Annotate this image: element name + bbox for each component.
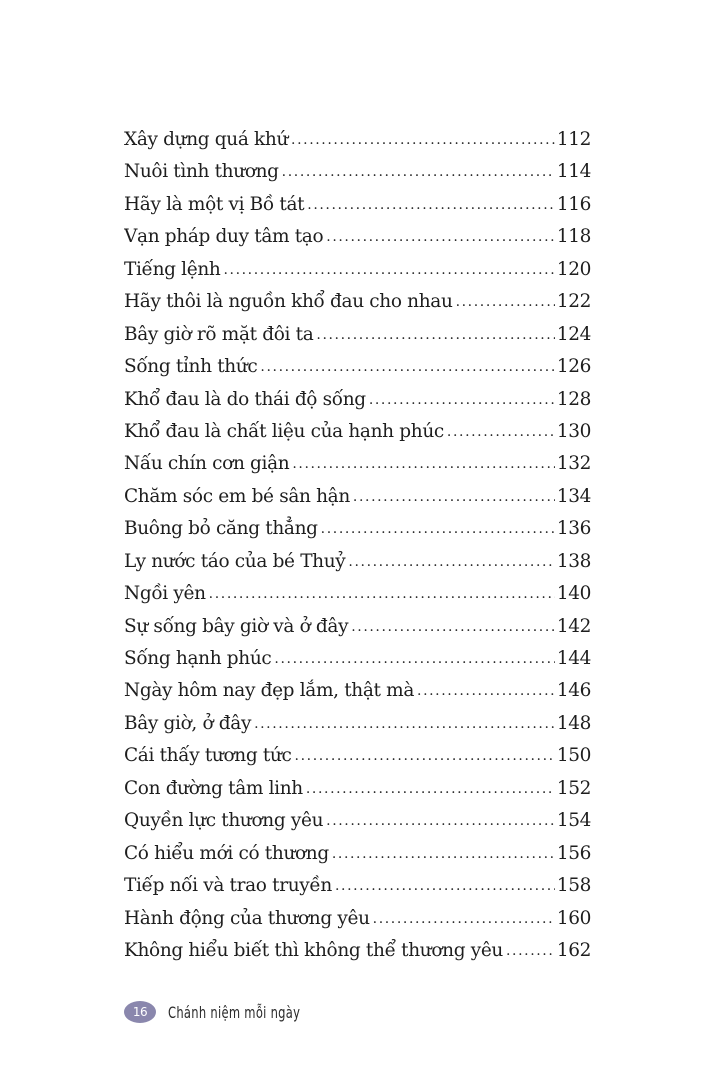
dot-leader xyxy=(373,903,555,935)
dot-leader xyxy=(335,870,555,902)
dot-leader xyxy=(306,773,555,805)
toc-entry-page: 158 xyxy=(556,875,591,897)
dot-leader xyxy=(223,254,554,286)
toc-entry-page: 136 xyxy=(556,518,591,540)
toc-entry-title: Chăm sóc em bé sân hận xyxy=(124,485,350,507)
toc-entry-page: 122 xyxy=(556,291,591,313)
toc-entry-page: 152 xyxy=(556,777,591,799)
toc-entry[interactable] xyxy=(124,643,591,675)
toc-entry-page: 114 xyxy=(556,161,591,183)
toc-entry[interactable] xyxy=(124,481,591,513)
toc-entry-page: 126 xyxy=(556,356,591,378)
toc-entry-title: Tiếp nối và trao truyền xyxy=(124,875,332,897)
toc-entry-title: Ly nước táo của bé Thuỷ xyxy=(124,550,346,572)
toc-entry[interactable] xyxy=(124,513,591,545)
toc-entry-page: 138 xyxy=(556,550,591,572)
toc-entry-title: Hãy là một vị Bồ tát xyxy=(124,193,305,215)
dot-leader xyxy=(209,578,555,610)
toc-entry-title: Quyền lực thương yêu xyxy=(124,810,324,832)
dot-leader xyxy=(282,156,555,188)
running-title: Chánh niệm mỗi ngày xyxy=(168,1002,301,1022)
toc-entry-title: Khổ đau là do thái độ sống xyxy=(124,388,366,410)
dot-leader xyxy=(348,546,554,578)
toc-entry-page: 144 xyxy=(556,648,591,669)
toc-entry-page: 142 xyxy=(556,615,591,637)
dot-leader xyxy=(353,481,555,513)
toc-entry-page: 116 xyxy=(556,193,591,215)
toc-entry-title: Không hiểu biết thì không thể thương yêu xyxy=(124,939,503,961)
toc-entry[interactable] xyxy=(124,611,591,643)
toc-entry[interactable] xyxy=(124,870,591,902)
dot-leader xyxy=(307,189,555,221)
dot-leader xyxy=(417,675,555,707)
toc-entry-title: Vạn pháp duy tâm tạo xyxy=(124,226,324,248)
toc-entry-page: 134 xyxy=(556,485,591,507)
toc-entry-page: 156 xyxy=(556,842,591,864)
toc-entry[interactable] xyxy=(124,286,591,318)
toc-entry[interactable] xyxy=(124,838,591,870)
toc-entry-title: Con đường tâm linh xyxy=(124,777,303,799)
toc-entry-title: Ngày hôm nay đẹp lắm, thật mà xyxy=(124,680,415,702)
dot-leader xyxy=(295,740,555,772)
dot-leader xyxy=(456,286,555,318)
dot-leader xyxy=(316,319,554,351)
toc-entry-title: Có hiểu mới có thương xyxy=(124,842,329,864)
dot-leader xyxy=(291,124,555,156)
dot-leader xyxy=(292,448,555,480)
toc-entry-title: Nuôi tình thương xyxy=(124,161,279,183)
toc-entry[interactable] xyxy=(124,254,591,286)
toc-entry-title: Cái thấy tương tức xyxy=(124,745,292,767)
page-number-badge: 16 xyxy=(124,1001,156,1023)
toc-entry[interactable] xyxy=(124,546,591,578)
toc-entry[interactable] xyxy=(124,384,591,416)
toc-entry-page: 118 xyxy=(556,226,591,248)
toc-entry-title: Sống tỉnh thức xyxy=(124,356,258,378)
toc-entry[interactable] xyxy=(124,805,591,837)
toc-entry[interactable] xyxy=(124,773,591,805)
toc-entry[interactable] xyxy=(124,448,591,480)
toc-entry-page: 130 xyxy=(556,420,591,442)
toc-entry-page: 150 xyxy=(556,745,591,767)
toc-entry-page: 140 xyxy=(556,583,591,605)
toc-entry-title: Ngồi yên xyxy=(124,583,206,605)
dot-leader xyxy=(260,351,554,383)
toc-entry[interactable] xyxy=(124,156,591,188)
toc-entry-page: 162 xyxy=(556,939,591,961)
dot-leader xyxy=(447,416,555,448)
toc-entry[interactable] xyxy=(124,124,591,156)
page-footer xyxy=(124,998,352,1026)
toc-entry-title: Sống hạnh phúc xyxy=(124,648,272,669)
toc-entry-page: 128 xyxy=(556,388,591,410)
toc-entry-title: Bây giờ, ở đây xyxy=(124,712,252,734)
toc-entry[interactable] xyxy=(124,416,591,448)
toc-entry[interactable] xyxy=(124,189,591,221)
dot-leader xyxy=(274,643,554,675)
toc-entry[interactable] xyxy=(124,740,591,772)
toc-entry-title: Sự sống bây giờ và ở đây xyxy=(124,615,349,637)
toc-entry-title: Xây dựng quá khứ xyxy=(124,129,289,150)
toc-entry[interactable] xyxy=(124,319,591,351)
dot-leader xyxy=(332,838,555,870)
toc-entry-title: Hành động của thương yêu xyxy=(124,907,370,929)
dot-leader xyxy=(506,935,555,967)
toc-entry-title: Bây giờ rõ mặt đôi ta xyxy=(124,323,314,345)
toc-entry[interactable] xyxy=(124,578,591,610)
toc-entry-title: Khổ đau là chất liệu của hạnh phúc xyxy=(124,420,444,442)
toc-entry-page: 132 xyxy=(556,453,591,475)
toc-entry-page: 148 xyxy=(556,712,591,734)
toc-entry-title: Hãy thôi là nguồn khổ đau cho nhau xyxy=(124,291,453,313)
toc-entry[interactable] xyxy=(124,935,591,967)
dot-leader xyxy=(351,611,555,643)
dot-leader xyxy=(369,384,555,416)
toc-entry-title: Tiếng lệnh xyxy=(124,258,221,280)
toc-entry-page: 120 xyxy=(556,258,591,280)
toc-entry-page: 124 xyxy=(556,323,591,345)
table-of-contents xyxy=(124,124,591,967)
toc-entry-page: 154 xyxy=(556,810,591,832)
toc-entry[interactable] xyxy=(124,708,591,740)
toc-entry[interactable] xyxy=(124,903,591,935)
toc-entry-page: 112 xyxy=(556,129,591,150)
dot-leader xyxy=(254,708,555,740)
toc-entry[interactable] xyxy=(124,221,591,253)
toc-entry[interactable] xyxy=(124,675,591,707)
toc-entry-title: Nấu chín cơn giận xyxy=(124,453,290,475)
dot-leader xyxy=(326,221,555,253)
toc-entry[interactable] xyxy=(124,351,591,383)
dot-leader xyxy=(326,805,555,837)
dot-leader xyxy=(321,513,555,545)
toc-entry-title: Buông bỏ căng thẳng xyxy=(124,518,318,540)
toc-entry-page: 160 xyxy=(556,907,591,929)
toc-entry-page: 146 xyxy=(556,680,591,702)
